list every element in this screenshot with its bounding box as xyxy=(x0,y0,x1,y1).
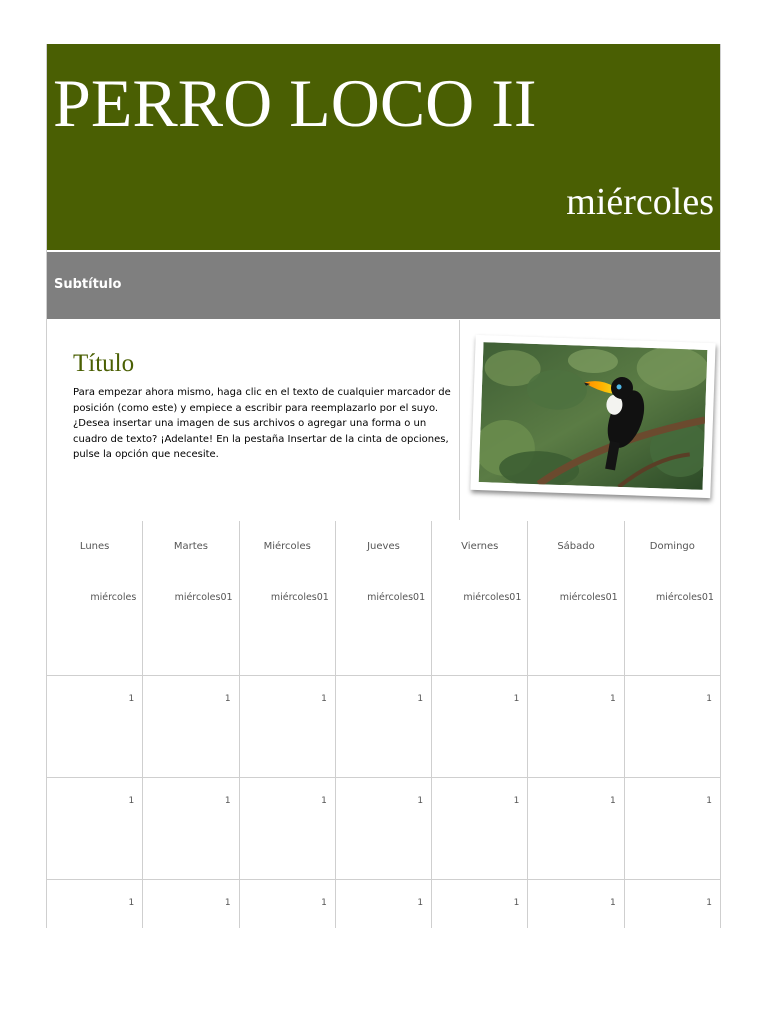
date-cell[interactable] xyxy=(142,880,238,928)
date-number: 1 xyxy=(609,694,616,704)
date-cell[interactable] xyxy=(335,880,431,928)
date-cell[interactable] xyxy=(47,676,142,777)
calendar-header-row xyxy=(47,521,720,675)
day-cell[interactable] xyxy=(431,521,527,675)
date-number: 1 xyxy=(321,694,327,704)
calendar-grid xyxy=(47,521,720,928)
date-number: 1 xyxy=(128,898,135,908)
date-number: 1 xyxy=(417,796,424,806)
date-number: 1 xyxy=(224,898,231,908)
calendar-week-row xyxy=(47,778,720,879)
subtitle-text[interactable]: Subtítulo xyxy=(54,277,122,292)
day-name: Lunes xyxy=(79,541,110,552)
date-number: 1 xyxy=(128,694,135,704)
day-cell[interactable] xyxy=(142,521,238,675)
subtitle-bar xyxy=(47,252,720,319)
date-number: 1 xyxy=(224,796,231,806)
section-body[interactable]: Para empezar ahora mismo, haga clic en el texto de cualquier marcador de posición (como este) y empiece a escribir para reemplazarlo por el suyo. ¿Desea insertar una imagen de sus archivos o agregar una forma o un cuadro de texto? ¡Adelante! En la pestaña Insertar de la cinta de opciones, pulse la opción que necesite. xyxy=(73,387,451,460)
intro-section xyxy=(47,320,460,520)
date-cell[interactable] xyxy=(47,778,142,879)
day-cell[interactable] xyxy=(47,521,142,675)
calendar-week-row xyxy=(47,676,720,777)
date-number: 1 xyxy=(128,796,135,806)
date-number: 1 xyxy=(609,796,616,806)
day-name: Viernes xyxy=(461,541,499,552)
date-label: miércoles01 xyxy=(270,592,329,603)
header-banner xyxy=(47,44,720,250)
date-number: 1 xyxy=(417,694,424,704)
date-number: 1 xyxy=(513,898,520,908)
section-title[interactable]: Título xyxy=(73,350,135,377)
date-cell[interactable] xyxy=(527,880,623,928)
day-cell[interactable] xyxy=(239,521,335,675)
date-cell[interactable] xyxy=(142,676,238,777)
date-number: 1 xyxy=(321,796,327,806)
date-label: miércoles xyxy=(90,592,137,603)
day-name: Sábado xyxy=(557,541,595,552)
date-number: 1 xyxy=(321,898,327,908)
date-cell[interactable] xyxy=(527,676,623,777)
day-cell[interactable] xyxy=(527,521,623,675)
day-name: Miércoles xyxy=(263,541,311,552)
date-cell[interactable] xyxy=(431,778,527,879)
date-number: 1 xyxy=(706,694,712,704)
date-cell[interactable] xyxy=(47,880,142,928)
date-cell[interactable] xyxy=(335,778,431,879)
day-name: Martes xyxy=(173,541,208,552)
date-label: miércoles01 xyxy=(463,592,522,603)
date-number: 1 xyxy=(609,898,616,908)
day-name: Domingo xyxy=(649,541,695,552)
date-label: miércoles01 xyxy=(559,592,618,603)
date-label: miércoles01 xyxy=(367,592,426,603)
header-date[interactable]: miércoles xyxy=(566,181,714,223)
date-cell[interactable] xyxy=(335,676,431,777)
date-number: 1 xyxy=(706,796,712,806)
date-label: miércoles01 xyxy=(174,592,233,603)
date-number: 1 xyxy=(513,694,520,704)
date-cell[interactable] xyxy=(142,778,238,879)
photo-frame[interactable] xyxy=(470,335,715,498)
day-cell[interactable] xyxy=(335,521,431,675)
calendar-page xyxy=(46,44,721,928)
day-name: Jueves xyxy=(367,541,400,552)
date-cell[interactable] xyxy=(239,880,335,928)
date-number: 1 xyxy=(706,898,712,908)
calendar-week-row xyxy=(47,880,720,928)
date-cell[interactable] xyxy=(624,778,720,879)
date-cell[interactable] xyxy=(431,880,527,928)
day-cell[interactable] xyxy=(624,521,720,675)
date-number: 1 xyxy=(417,898,424,908)
date-cell[interactable] xyxy=(527,778,623,879)
date-number: 1 xyxy=(513,796,520,806)
date-label: miércoles01 xyxy=(655,592,714,603)
toucan-image xyxy=(479,342,708,490)
date-cell[interactable] xyxy=(431,676,527,777)
page-title[interactable]: PERRO LOCO II xyxy=(53,65,537,141)
date-cell[interactable] xyxy=(239,778,335,879)
date-cell[interactable] xyxy=(624,880,720,928)
date-cell[interactable] xyxy=(624,676,720,777)
date-number: 1 xyxy=(224,694,231,704)
date-cell[interactable] xyxy=(239,676,335,777)
